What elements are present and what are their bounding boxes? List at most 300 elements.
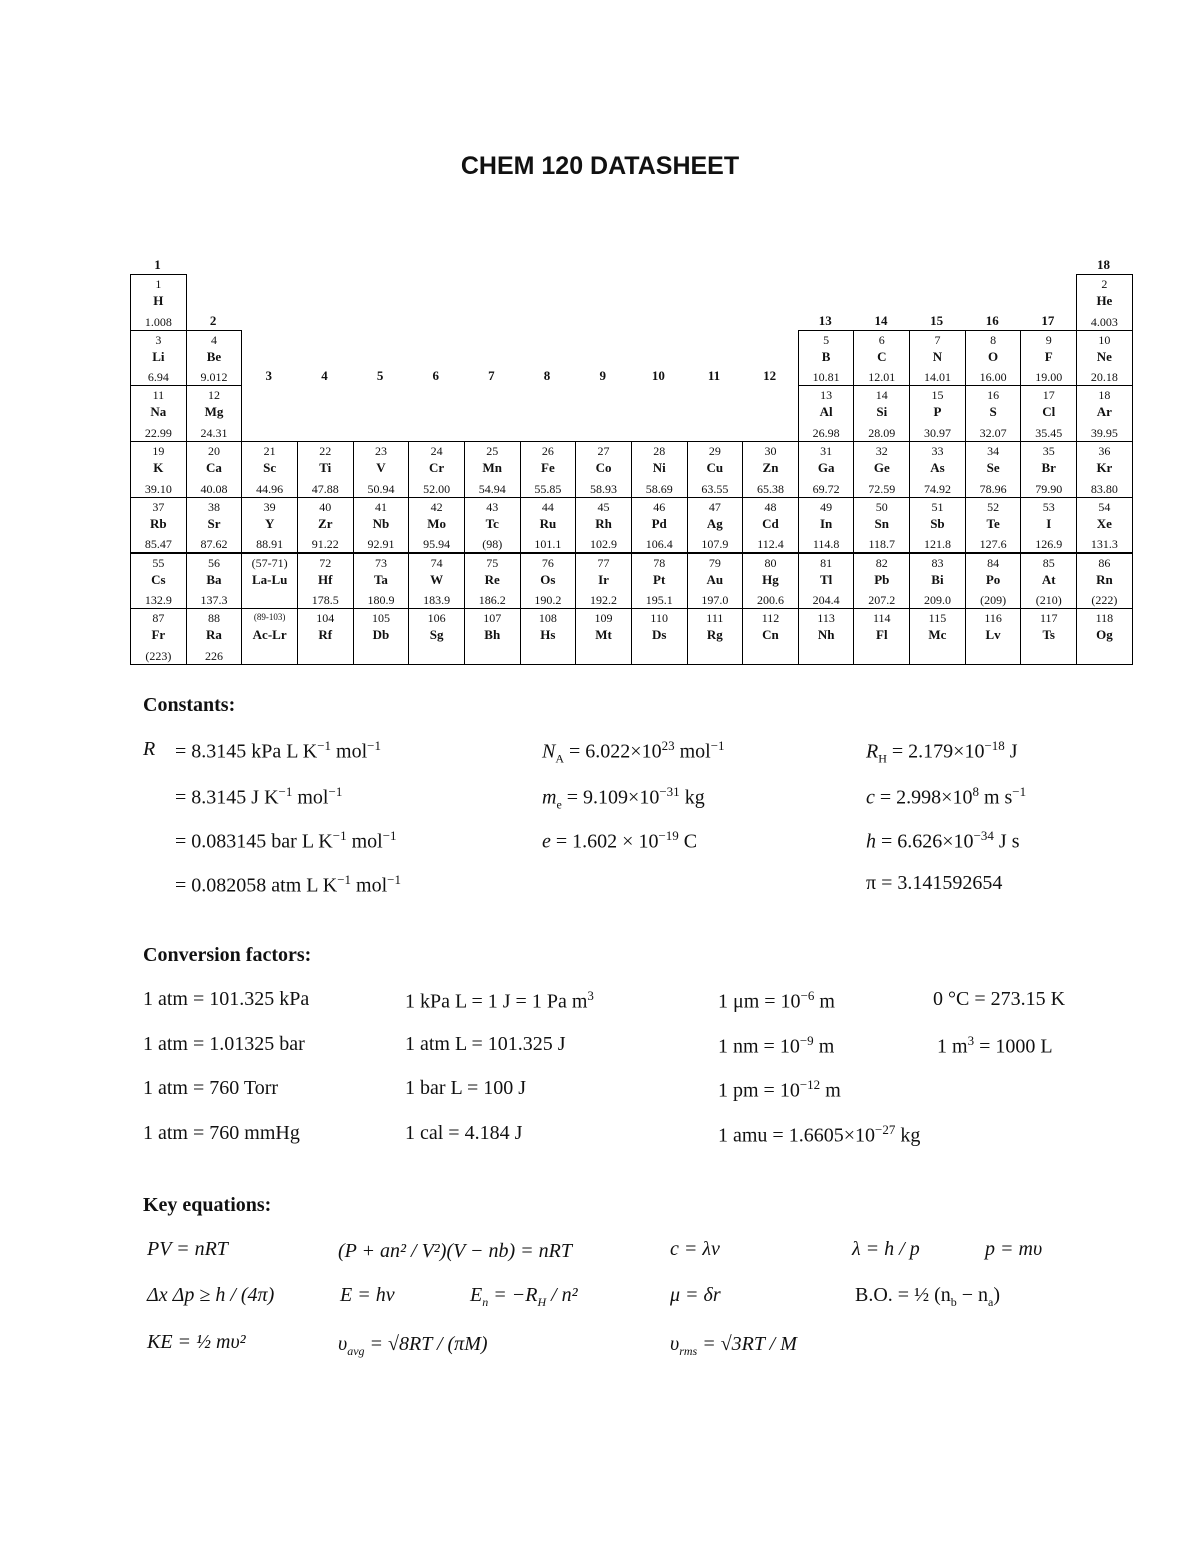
element-symbol: In: [819, 515, 833, 531]
group-label-6: 6: [432, 368, 439, 384]
atomic-number: 29: [708, 444, 721, 459]
atomic-number: 51: [931, 499, 944, 514]
element-cell-xe: [1076, 497, 1133, 554]
element-symbol: Co: [595, 460, 612, 476]
element-symbol: Br: [1041, 460, 1056, 476]
constants-heading: Constants:: [143, 694, 236, 716]
element-cell-ba: [186, 553, 243, 610]
element-cell-po: [965, 553, 1022, 610]
element-symbol: O: [988, 348, 999, 364]
group-label-1: 1: [154, 257, 161, 272]
element-symbol: Os: [540, 571, 556, 587]
atomic-mass: 19.00: [1035, 370, 1063, 385]
atomic-mass: 112.4: [757, 537, 784, 552]
atomic-mass: 200.6: [756, 593, 784, 607]
atomic-mass: 87.62: [200, 537, 228, 552]
planck-constant: $h = 6.626\times 10^{-34}$ J s: [866, 828, 1020, 853]
atomic-number: 7: [934, 332, 941, 347]
group-label-14: 14: [874, 312, 888, 328]
atomic-mass: 69.72: [812, 481, 840, 496]
atomic-number: 6: [878, 332, 885, 347]
element-symbol: Fe: [541, 460, 555, 476]
atomic-mass: 35.45: [1035, 425, 1063, 440]
element-cell-lv: [965, 608, 1022, 665]
atomic-number: 22: [319, 444, 332, 459]
atomic-mass: 58.93: [590, 481, 618, 496]
element-symbol: La-Lu: [251, 571, 288, 587]
element-cell-ac-lr: [241, 608, 298, 665]
element-symbol: Pb: [874, 571, 890, 587]
element-symbol: Cs: [151, 571, 166, 587]
element-symbol: Db: [372, 627, 390, 643]
conversion-picometer: 1 pm = $10^{-12}$ m: [718, 1077, 841, 1102]
atomic-mass: 207.2: [868, 593, 896, 607]
average-speed: $\upsilon_{avg} = √8RT / (\pi M)$: [338, 1333, 488, 1358]
group-label-5: 5: [376, 368, 384, 384]
element-cell-in: [798, 497, 855, 554]
atomic-mass: 226: [204, 648, 223, 663]
element-cell-w: [408, 553, 465, 610]
atomic-mass: 47.88: [311, 481, 339, 496]
atomic-mass: 106.4: [645, 537, 673, 552]
conversion-heading: Conversion factors:: [143, 944, 312, 966]
element-symbol: Ds: [651, 627, 667, 643]
element-cell-bi: [909, 553, 966, 610]
element-cell-ne: [1076, 330, 1133, 387]
atomic-number: 30: [764, 444, 777, 459]
element-cell-la-lu: [241, 553, 298, 610]
atomic-number: 1: [155, 277, 162, 291]
page-title: CHEM 120 DATASHEET: [460, 152, 740, 180]
element-symbol: At: [1041, 571, 1056, 587]
atomic-mass: 101.1: [534, 537, 562, 552]
element-symbol: Kr: [1096, 460, 1113, 476]
element-cell-n: [909, 330, 966, 387]
atomic-number: 2: [1101, 277, 1108, 291]
atomic-number: 84: [987, 555, 1000, 570]
atomic-mass: 195.1: [645, 593, 673, 607]
atomic-mass: 180.9: [367, 593, 395, 607]
rydberg-constant: $R_H = 2.179\times 10^{-18}$ J: [866, 738, 1018, 766]
element-symbol: Zr: [318, 515, 333, 531]
atomic-mass: 83.80: [1090, 481, 1118, 496]
atomic-number: 56: [207, 555, 220, 570]
atomic-number: 86: [1098, 555, 1111, 570]
element-symbol: Se: [986, 460, 1000, 476]
element-symbol: Si: [876, 404, 888, 420]
atomic-number: 16: [987, 388, 1000, 403]
atomic-number: 25: [486, 444, 499, 459]
element-cell-os: [520, 553, 577, 610]
atomic-mass: 52.00: [423, 481, 451, 496]
element-cell-au: [687, 553, 744, 610]
atomic-mass: 91.22: [311, 537, 339, 552]
atomic-number: 46: [653, 499, 666, 514]
element-symbol: Po: [985, 571, 1001, 587]
atomic-number: 108: [538, 611, 557, 626]
van-der-waals-equation: (P + an² / V²)(V − nb) = nRT: [338, 1240, 572, 1262]
atomic-mass: 44.96: [256, 481, 284, 496]
group-label-9: 9: [599, 368, 606, 384]
atomic-number: 13: [820, 388, 833, 403]
conversion-atm-mmhg: 1 atm = 760 mmHg: [143, 1122, 300, 1144]
element-symbol: Ni: [652, 460, 666, 476]
atomic-number: 55: [152, 555, 165, 570]
element-symbol: Sc: [263, 460, 277, 476]
element-cell-sr: [186, 497, 243, 554]
element-cell-sn: [853, 497, 910, 554]
element-cell-mt: [575, 608, 632, 665]
atomic-number: 28: [653, 444, 666, 459]
element-cell-f: [1020, 330, 1077, 387]
atomic-number: 114: [873, 611, 891, 626]
atomic-number: 106: [427, 611, 446, 626]
atomic-number: 77: [597, 555, 610, 570]
atomic-number: 37: [152, 499, 165, 514]
atomic-number: 74: [430, 555, 443, 570]
atomic-number: 79: [708, 555, 721, 570]
element-symbol: W: [430, 571, 444, 587]
atomic-mass: 14.01: [923, 370, 951, 385]
element-symbol: Pd: [651, 515, 667, 531]
atomic-number: 12: [207, 388, 220, 403]
element-symbol: Cr: [429, 460, 445, 476]
atomic-number: 105: [371, 611, 390, 626]
element-cell-fr: [130, 608, 187, 665]
element-cell-tc: [464, 497, 521, 554]
atomic-mass: 50.94: [367, 481, 395, 496]
element-symbol: Ar: [1096, 404, 1112, 420]
atomic-number: 111: [706, 611, 724, 626]
wave-equation: c = λν: [670, 1238, 720, 1260]
conversion-bar-l-joule: 1 bar L = 100 J: [405, 1077, 527, 1099]
element-cell-zn: [742, 441, 799, 498]
element-symbol: Cd: [762, 515, 779, 531]
atomic-number: 18: [1098, 388, 1111, 403]
ideal-gas-law: PV = nRT: [147, 1238, 228, 1260]
element-symbol: Rh: [595, 515, 612, 531]
atomic-mass: 107.9: [701, 537, 729, 552]
element-symbol: Nh: [817, 627, 835, 643]
atomic-mass: 20.18: [1090, 370, 1118, 385]
element-symbol: Ba: [206, 571, 222, 587]
element-cell-ag: [687, 497, 744, 554]
element-cell-sg: [408, 608, 465, 665]
element-cell-h: [130, 274, 187, 331]
atomic-mass: 26.98: [812, 425, 840, 440]
atomic-mass: 58.69: [645, 481, 673, 496]
element-symbol: Mg: [204, 404, 224, 420]
atomic-mass: 178.5: [311, 593, 339, 607]
element-cell-cs: [130, 553, 187, 610]
atomic-mass: 88.91: [256, 537, 284, 552]
element-cell-ga: [798, 441, 855, 498]
element-cell-zr: [297, 497, 354, 554]
gas-constant-symbol: R: [143, 738, 156, 760]
periodic-table: [130, 256, 1132, 666]
atomic-number: 10: [1098, 332, 1111, 347]
element-cell-cu: [687, 441, 744, 498]
atomic-number: 73: [374, 555, 387, 570]
element-symbol: Lv: [985, 627, 1001, 643]
atomic-mass: 209.0: [923, 593, 951, 607]
atomic-number: 39: [263, 499, 276, 514]
atomic-number: 31: [820, 444, 833, 459]
atomic-number: 40: [319, 499, 332, 514]
atomic-number: 34: [987, 444, 1000, 459]
element-symbol: H: [153, 293, 164, 308]
element-symbol: Ca: [206, 460, 222, 476]
element-symbol: Cu: [706, 460, 724, 476]
atomic-number: 33: [931, 444, 944, 459]
atomic-mass: 204.4: [812, 593, 840, 607]
element-symbol: Hg: [762, 571, 779, 587]
element-cell-ir: [575, 553, 632, 610]
element-cell-cr: [408, 441, 465, 498]
element-cell-al: [798, 385, 855, 442]
element-symbol: Mc: [928, 627, 947, 643]
element-symbol: Cn: [762, 627, 779, 643]
element-cell-rh: [575, 497, 632, 554]
gas-constant-atm: = 0.082058 atm L $K^{-1}$ mol$^{-1}$: [175, 872, 401, 897]
atomic-mass: 55.85: [534, 481, 562, 496]
element-symbol: Rf: [318, 627, 333, 643]
element-symbol: F: [1044, 348, 1053, 364]
atomic-number: 32: [875, 444, 888, 459]
element-cell-cd: [742, 497, 799, 554]
element-cell-v: [353, 441, 410, 498]
element-symbol: Hf: [318, 571, 333, 587]
atomic-number: 118: [1095, 611, 1114, 626]
element-cell-at: [1020, 553, 1077, 610]
atomic-mass: 132.9: [144, 593, 172, 607]
atomic-number: 76: [541, 555, 554, 570]
conversion-amu: 1 amu = $1.6605\times 10^{-27}$ kg: [718, 1122, 921, 1147]
element-symbol: Y: [264, 515, 275, 531]
bohr-energy-levels: $E_n = -R_H / n^2$: [470, 1284, 578, 1309]
atomic-number: (57-71): [251, 555, 288, 570]
atomic-number: 109: [594, 611, 613, 626]
atomic-number: 38: [207, 499, 220, 514]
atomic-mass: 4.003: [1090, 314, 1118, 329]
element-cell-o: [965, 330, 1022, 387]
atomic-number: 42: [430, 499, 443, 514]
element-cell-pb: [853, 553, 910, 610]
element-cell-nb: [353, 497, 410, 554]
atomic-number: 26: [541, 444, 554, 459]
atomic-number: 117: [1039, 611, 1058, 626]
atomic-mass: 24.31: [200, 425, 228, 440]
element-symbol: Ge: [873, 460, 890, 476]
element-cell-p: [909, 385, 966, 442]
atomic-mass: 54.94: [478, 481, 506, 496]
element-symbol: Ac-Lr: [252, 627, 287, 643]
conversion-micrometer: 1 $\mu m = 10^{-6}$ m: [718, 988, 835, 1013]
atomic-number: 80: [764, 555, 777, 570]
element-cell-ta: [353, 553, 410, 610]
element-cell-i: [1020, 497, 1077, 554]
atomic-mass: 28.09: [868, 425, 896, 440]
atomic-number: 115: [928, 611, 947, 626]
avogadro-constant: $N_A = 6.022\times 10^{23}$ mol$^{-1}$: [542, 738, 725, 766]
element-symbol: Mn: [482, 460, 502, 476]
element-symbol: Re: [484, 571, 500, 587]
element-symbol: Mo: [427, 515, 446, 531]
conversion-cubic-meter-liter: 1 $m^3 = 1000$ L: [937, 1033, 1053, 1058]
element-cell-mg: [186, 385, 243, 442]
element-cell-mn: [464, 441, 521, 498]
atomic-number: 47: [708, 499, 721, 514]
element-symbol: Xe: [1096, 515, 1112, 531]
atomic-number: 23: [374, 444, 387, 459]
group-label-17: 17: [1041, 312, 1055, 328]
element-cell-si: [853, 385, 910, 442]
element-cell-sc: [241, 441, 298, 498]
element-symbol: C: [877, 348, 887, 364]
group-label-18: 18: [1097, 257, 1111, 272]
atomic-mass: 9.012: [200, 370, 228, 385]
atomic-number: 35: [1042, 444, 1055, 459]
atomic-number: 15: [931, 388, 944, 403]
atomic-mass: 102.9: [590, 537, 618, 552]
element-symbol: Te: [986, 515, 1000, 531]
atomic-mass: 22.99: [144, 425, 172, 440]
atomic-mass: 16.00: [979, 370, 1007, 385]
atomic-mass: 126.9: [1035, 537, 1063, 552]
element-symbol: Ne: [1096, 348, 1112, 364]
element-symbol: Cl: [1042, 404, 1056, 420]
atomic-mass: 95.94: [423, 537, 451, 552]
conversion-atm-l-joule: 1 atm L = 101.325 J: [405, 1033, 566, 1055]
photon-energy: E = hν: [340, 1284, 395, 1306]
atomic-mass: 78.96: [979, 481, 1007, 496]
atomic-mass: 12.01: [868, 370, 896, 385]
atomic-mass: 186.2: [478, 593, 506, 607]
element-cell-ts: [1020, 608, 1077, 665]
atomic-mass: 1.008: [144, 314, 172, 329]
atomic-number: 116: [984, 611, 1002, 626]
element-cell-kr: [1076, 441, 1133, 498]
atomic-mass: 192.2: [590, 593, 618, 607]
element-cell-br: [1020, 441, 1077, 498]
atomic-number: 20: [207, 444, 220, 459]
atomic-mass: (209): [980, 593, 1007, 607]
element-symbol: I: [1046, 515, 1052, 531]
group-label-15: 15: [930, 312, 944, 328]
element-cell-co: [575, 441, 632, 498]
element-cell-mc: [909, 608, 966, 665]
dipole-moment: μ = δr: [670, 1284, 721, 1306]
atomic-mass: 79.90: [1035, 481, 1063, 496]
atomic-number: 112: [761, 611, 780, 626]
element-symbol: Ts: [1042, 627, 1055, 643]
element-symbol: Rn: [1096, 571, 1113, 587]
conversion-atm-bar: 1 atm = 1.01325 bar: [143, 1033, 305, 1055]
element-cell-ra: [186, 608, 243, 665]
element-cell-tl: [798, 553, 855, 610]
element-cell-cn: [742, 608, 799, 665]
element-symbol: Pt: [653, 571, 666, 587]
atomic-mass: 121.8: [923, 537, 951, 552]
atomic-mass: (223): [145, 648, 172, 663]
gas-constant-joule: = 8.3145 J $K^{-1}$ mol$^{-1}$: [175, 784, 343, 809]
element-symbol: Bh: [484, 627, 501, 643]
bond-order: B.O. = ½ $(n_b - n_a)$: [855, 1284, 1001, 1309]
gas-constant-kpa: = 8.3145 kPa L $K^{-1}$ mol$^{-1}$: [175, 738, 382, 763]
equations-heading: Key equations:: [143, 1194, 272, 1216]
conversion-atm-torr: 1 atm = 760 Torr: [143, 1077, 279, 1099]
atomic-number: 43: [486, 499, 499, 514]
element-cell-fe: [520, 441, 577, 498]
conversion-kpa-l-joule: 1 kPa L = 1 J = 1 Pa $m^3$: [405, 988, 594, 1013]
atomic-mass: 32.07: [979, 425, 1007, 440]
element-cell-be: [186, 330, 243, 387]
element-cell-s: [965, 385, 1022, 442]
atomic-mass: 127.6: [979, 537, 1007, 552]
atomic-number: 113: [817, 611, 835, 626]
atomic-number: 4: [210, 332, 217, 347]
atomic-number: (89-103): [253, 612, 286, 623]
speed-of-light: $c = 2.998\times 10^8$ m $s^{-1}$: [866, 784, 1027, 809]
element-symbol: Ti: [319, 460, 332, 476]
atomic-number: 17: [1042, 388, 1055, 403]
atomic-number: 49: [820, 499, 833, 514]
element-cell-li: [130, 330, 187, 387]
element-cell-rn: [1076, 553, 1133, 610]
element-symbol: Ru: [539, 515, 557, 531]
group-label-12: 12: [763, 368, 777, 384]
element-cell-hg: [742, 553, 799, 610]
group-label-2: 2: [209, 312, 217, 328]
element-symbol: Fr: [151, 627, 166, 643]
element-cell-pd: [631, 497, 688, 554]
element-symbol: Hs: [540, 627, 556, 643]
element-symbol: Sb: [930, 515, 945, 531]
element-cell-ti: [297, 441, 354, 498]
element-cell-se: [965, 441, 1022, 498]
electron-mass: $m_e = 9.109\times 10^{-31}$ kg: [542, 784, 705, 812]
atomic-number: 107: [483, 611, 502, 626]
atomic-number: 85: [1042, 555, 1055, 570]
element-symbol: Nb: [372, 515, 390, 531]
atomic-mass: (210): [1035, 593, 1062, 607]
element-cell-rf: [297, 608, 354, 665]
group-label-16: 16: [985, 312, 999, 328]
atomic-number: 27: [597, 444, 610, 459]
atomic-mass: 6.94: [147, 370, 169, 385]
element-cell-bh: [464, 608, 521, 665]
atomic-mass: 118.7: [868, 537, 896, 552]
element-cell-re: [464, 553, 521, 610]
element-symbol: As: [930, 460, 945, 476]
atomic-mass: 197.0: [701, 593, 729, 607]
atomic-number: 110: [650, 611, 668, 626]
element-symbol: Tc: [485, 515, 499, 531]
element-symbol: Al: [819, 404, 833, 420]
element-symbol: Zn: [762, 460, 779, 476]
atomic-mass: 74.92: [923, 481, 951, 496]
element-cell-ds: [631, 608, 688, 665]
element-symbol: Sr: [207, 515, 221, 531]
element-symbol: Rb: [150, 515, 167, 531]
element-cell-na: [130, 385, 187, 442]
atomic-number: 72: [319, 555, 332, 570]
group-label-11: 11: [707, 368, 721, 384]
atomic-number: 104: [316, 611, 335, 626]
element-symbol: Li: [152, 348, 165, 364]
element-symbol: Na: [150, 404, 167, 420]
element-symbol: Ta: [373, 571, 388, 587]
